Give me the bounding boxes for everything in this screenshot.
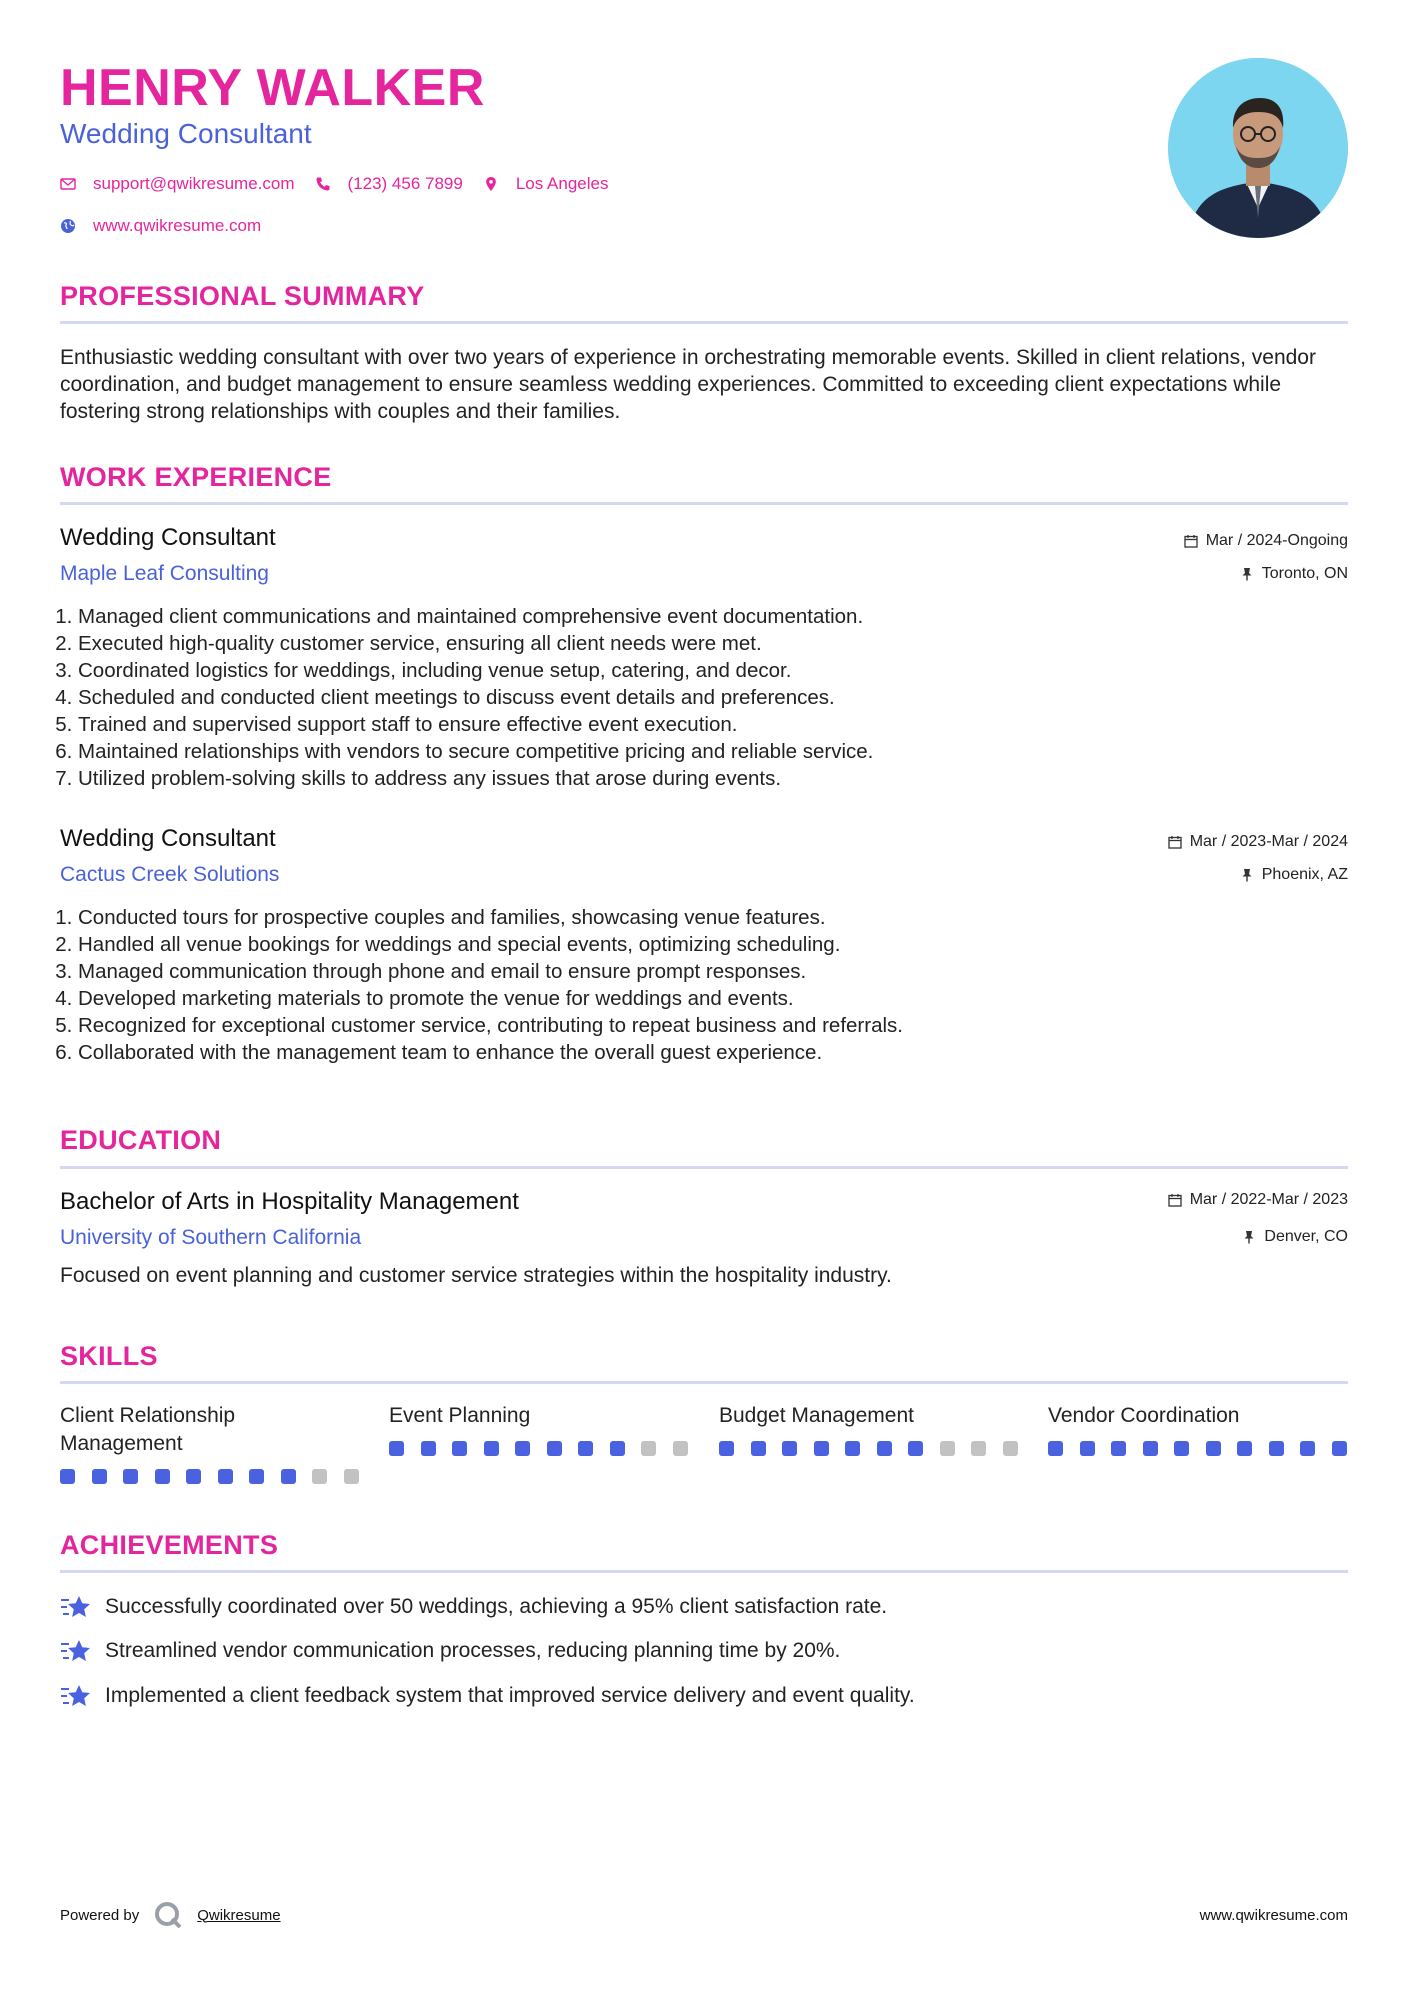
education-dates-text: Mar / 2022-Mar / 2023 xyxy=(1189,1191,1348,1208)
skill-dot-empty xyxy=(1003,1441,1018,1456)
calendar-icon xyxy=(1168,1193,1182,1207)
pushpin-icon xyxy=(1240,567,1254,581)
skill-dot-filled xyxy=(908,1441,923,1456)
job-dates xyxy=(1184,532,1348,550)
skill-rating xyxy=(1048,1441,1363,1456)
candidate-title: Wedding Consultant xyxy=(60,118,312,149)
skill-dot-filled xyxy=(1111,1441,1126,1456)
star-icon xyxy=(60,1638,92,1664)
list-item: 2. Handled all venue bookings for weddings and special events, optimizing scheduling. xyxy=(78,931,903,958)
skill-dot-filled xyxy=(123,1469,138,1484)
achievement-text: Implemented a client feedback system that improved service delivery and event quality. xyxy=(105,1684,915,1707)
website-row xyxy=(60,216,281,236)
job-company: Maple Leaf Consulting xyxy=(60,562,269,585)
location-contact xyxy=(483,174,609,194)
skill-dot-empty xyxy=(940,1441,955,1456)
skill-dot-filled xyxy=(1332,1441,1347,1456)
job-title: Wedding Consultant xyxy=(60,825,276,852)
calendar-icon xyxy=(1168,835,1182,849)
summary-heading: PROFESSIONAL SUMMARY xyxy=(60,281,425,311)
job-dates-text: Mar / 2023-Mar / 2024 xyxy=(1189,833,1348,850)
list-item: 7. Utilized problem-solving skills to address any issues that arose during events. xyxy=(78,765,873,792)
phone-text: (123) 456 7899 xyxy=(347,174,463,193)
footer-powered-by xyxy=(60,1900,281,1930)
skill-dot-filled xyxy=(484,1441,499,1456)
skill-name: Budget Management xyxy=(719,1404,914,1427)
list-item: 1. Managed client communications and maintained comprehensive event documentation. xyxy=(78,603,873,630)
calendar-icon xyxy=(1184,534,1198,548)
powered-by-label: Powered by xyxy=(60,1906,140,1924)
job-location-text: Phoenix, AZ xyxy=(1261,866,1348,883)
list-item: 3. Coordinated logistics for weddings, including venue setup, catering, and decor. xyxy=(78,657,873,684)
summary-text: Enthusiastic wedding consultant with over two years of experience in orchestrating memorable events. Skilled in client relations, vendor coordination, and budget management to ensure seamless wedding experiences. Committed to exceeding client expectations while fostering strong relationships with couples and their families. xyxy=(60,346,1316,423)
job-title: Wedding Consultant xyxy=(60,524,276,551)
skill-dot-filled xyxy=(155,1469,170,1484)
job-location xyxy=(1240,866,1348,884)
job-dates-text: Mar / 2024-Ongoing xyxy=(1205,532,1348,549)
job-company: Cactus Creek Solutions xyxy=(60,863,280,886)
skill-dot-filled xyxy=(1300,1441,1315,1456)
star-icon xyxy=(60,1594,92,1620)
skill-dot-filled xyxy=(92,1469,107,1484)
job-location xyxy=(1240,565,1348,583)
footer-website[interactable]: www.qwikresume.com xyxy=(1199,1907,1348,1924)
website-contact[interactable] xyxy=(60,216,261,236)
skill-dot-filled xyxy=(1048,1441,1063,1456)
skill-dot-filled xyxy=(782,1441,797,1456)
envelope-icon xyxy=(60,176,76,192)
contact-row xyxy=(60,174,628,194)
skill-dot-filled xyxy=(1206,1441,1221,1456)
skill-dot-empty xyxy=(971,1441,986,1456)
skill-dot-filled xyxy=(578,1441,593,1456)
phone-contact[interactable] xyxy=(315,174,463,194)
skill-dot-filled xyxy=(515,1441,530,1456)
job-location-text: Toronto, ON xyxy=(1261,565,1348,582)
skill-dot-empty xyxy=(673,1441,688,1456)
skill-dot-filled xyxy=(281,1469,296,1484)
skill-dot-filled xyxy=(1269,1441,1284,1456)
website-text: www.qwikresume.com xyxy=(93,216,262,235)
achievement-item xyxy=(60,1594,887,1620)
skills-divider xyxy=(60,1381,1348,1384)
candidate-name: HENRY WALKER xyxy=(60,59,485,117)
skill-dot-filled xyxy=(249,1469,264,1484)
skill-dot-filled xyxy=(719,1441,734,1456)
job-dates xyxy=(1168,833,1348,851)
brand-link[interactable]: Qwikresume xyxy=(197,1906,281,1924)
job-bullets xyxy=(54,904,903,1066)
education-heading: EDUCATION xyxy=(60,1125,222,1155)
skill-dot-filled xyxy=(60,1469,75,1484)
list-item: 2. Executed high-quality customer service, ensuring all client needs were met. xyxy=(78,630,873,657)
email-contact[interactable] xyxy=(60,174,295,194)
skill-dot-empty xyxy=(641,1441,656,1456)
school-name: University of Southern California xyxy=(60,1226,362,1249)
achievement-text: Successfully coordinated over 50 weddings, achieving a 95% client satisfaction rate. xyxy=(105,1595,888,1618)
education-divider xyxy=(60,1166,1348,1169)
skill-dot-filled xyxy=(814,1441,829,1456)
skill-dot-filled xyxy=(877,1441,892,1456)
achievement-item xyxy=(60,1638,840,1664)
skill-dot-filled xyxy=(1237,1441,1252,1456)
skill-dot-filled xyxy=(421,1441,436,1456)
achievements-divider xyxy=(60,1570,1348,1573)
skill-dot-filled xyxy=(610,1441,625,1456)
skill-dot-empty xyxy=(312,1469,327,1484)
skill-name: Event Planning xyxy=(389,1404,531,1427)
experience-divider xyxy=(60,502,1348,505)
pushpin-icon xyxy=(1240,868,1254,882)
skill-dot-filled xyxy=(452,1441,467,1456)
education-description: Focused on event planning and customer service strategies within the hospitality industry. xyxy=(60,1264,892,1287)
skill-dot-empty xyxy=(344,1469,359,1484)
phone-icon xyxy=(315,176,331,192)
profile-photo xyxy=(1168,58,1348,238)
location-text: Los Angeles xyxy=(515,174,609,193)
list-item: 1. Conducted tours for prospective couples and families, showcasing venue features. xyxy=(78,904,903,931)
list-item: 4. Developed marketing materials to promote the venue for weddings and events. xyxy=(78,985,903,1012)
skill-dot-filled xyxy=(751,1441,766,1456)
skill-dot-filled xyxy=(1174,1441,1189,1456)
map-pin-icon xyxy=(483,176,499,192)
qwikresume-logo-icon xyxy=(153,1900,183,1930)
achievements-heading: ACHIEVEMENTS xyxy=(60,1530,279,1560)
pushpin-icon xyxy=(1242,1230,1256,1244)
skill-dot-filled xyxy=(1080,1441,1095,1456)
skill-dot-filled xyxy=(218,1469,233,1484)
skill-dot-filled xyxy=(1143,1441,1158,1456)
degree-title: Bachelor of Arts in Hospitality Management xyxy=(60,1188,519,1215)
list-item: 6. Maintained relationships with vendors to secure competitive pricing and reliable service. xyxy=(78,738,873,765)
skill-rating xyxy=(389,1441,704,1456)
skill-dot-filled xyxy=(845,1441,860,1456)
education-dates xyxy=(1168,1191,1348,1209)
email-text: support@qwikresume.com xyxy=(93,174,295,193)
skill-rating xyxy=(719,1441,1034,1456)
skill-name: Client Relationship Management xyxy=(60,1404,236,1455)
job-bullets xyxy=(54,603,873,792)
list-item: 5. Trained and supervised support staff to ensure effective event execution. xyxy=(78,711,873,738)
skill-dot-filled xyxy=(547,1441,562,1456)
skill-rating xyxy=(60,1469,375,1484)
star-icon xyxy=(60,1683,92,1709)
skill-name: Vendor Coordination xyxy=(1048,1404,1240,1427)
skills-heading: SKILLS xyxy=(60,1341,158,1371)
skill-dot-filled xyxy=(186,1469,201,1484)
list-item: 3. Managed communication through phone and email to ensure prompt responses. xyxy=(78,958,903,985)
list-item: 5. Recognized for exceptional customer service, contributing to repeat business and referrals. xyxy=(78,1012,903,1039)
achievement-text: Streamlined vendor communication processes, reducing planning time by 20%. xyxy=(105,1639,841,1662)
list-item: 6. Collaborated with the management team to enhance the overall guest experience. xyxy=(78,1039,903,1066)
skill-dot-filled xyxy=(389,1441,404,1456)
globe-icon xyxy=(60,218,76,234)
education-location-text: Denver, CO xyxy=(1264,1228,1348,1245)
education-location xyxy=(1242,1228,1348,1246)
summary-divider xyxy=(60,321,1348,324)
list-item: 4. Scheduled and conducted client meetings to discuss event details and preferences. xyxy=(78,684,873,711)
experience-heading: WORK EXPERIENCE xyxy=(60,462,332,492)
achievement-item xyxy=(60,1683,915,1709)
